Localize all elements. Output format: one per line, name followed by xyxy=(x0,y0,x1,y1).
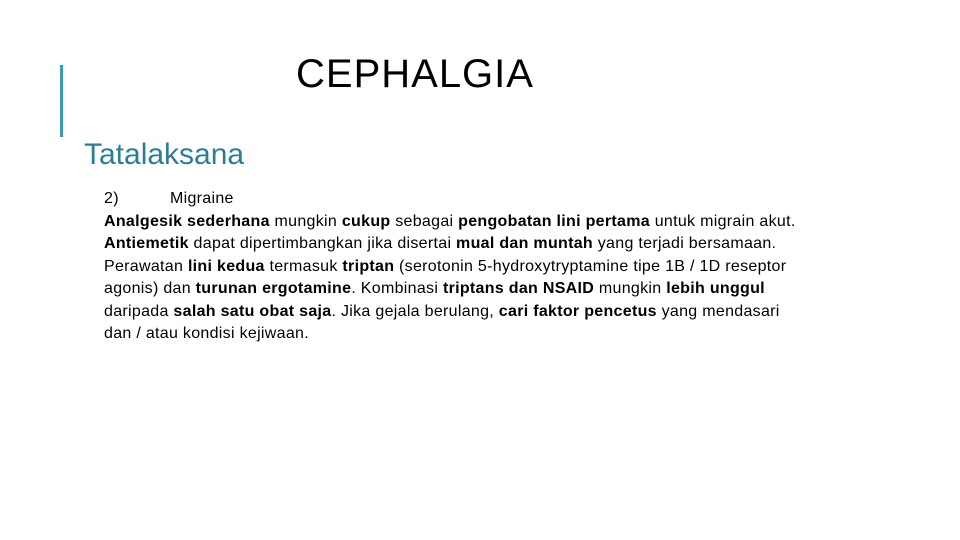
paragraph-text-segment: untuk migrain akut. xyxy=(649,212,796,230)
slide-subtitle: Tatalaksana xyxy=(84,138,245,171)
paragraph-bold-segment: pengobatan lini pertama xyxy=(458,212,650,230)
paragraph-bold-segment: salah satu obat saja xyxy=(173,302,332,320)
paragraph-text-segment: . Jika gejala berulang, xyxy=(331,302,499,320)
slide-content xyxy=(104,188,804,346)
paragraph-text-segment: termasuk xyxy=(264,257,343,275)
paragraph-bold-segment: lini kedua xyxy=(187,257,265,275)
paragraph-bold-segment: triptans dan NSAID xyxy=(442,280,595,297)
paragraph-bold-segment: lebih unggul xyxy=(666,280,765,297)
paragraph-text-segment: mungkin xyxy=(269,212,342,230)
paragraph-text-segment: yang mendasari dan / atau kondisi kejiwaan. xyxy=(104,302,780,342)
paragraph-bold-segment: triptan xyxy=(342,257,395,275)
paragraph-bold-segment: cari faktor pencetus xyxy=(498,302,657,320)
paragraph-bold-segment: Antiemetik xyxy=(104,235,189,252)
accent-bar xyxy=(60,65,63,137)
paragraph-text-segment: sebagai xyxy=(390,212,459,230)
body-paragraph xyxy=(104,211,804,346)
paragraph-bold-segment: Analgesik sederhana xyxy=(104,212,270,230)
paragraph-text-segment: mungkin xyxy=(594,280,667,297)
list-item-number: 2) xyxy=(104,190,119,207)
paragraph-text-segment: dapat dipertimbangkan jika disertai xyxy=(188,235,457,252)
paragraph-text-segment: daripada xyxy=(104,302,174,320)
paragraph-text-segment: (serotonin 5-hydroxytryptamine tipe 1B / 1D reseptor agonis) dan xyxy=(104,257,787,297)
slide-title: CEPHALGIA xyxy=(296,52,534,96)
paragraph-bold-segment: cukup xyxy=(341,212,391,230)
paragraph-text-segment: . Kombinasi xyxy=(351,280,443,297)
list-item-label: Migraine xyxy=(170,190,234,207)
list-item-heading xyxy=(104,188,804,211)
paragraph-bold-segment: turunan ergotamine xyxy=(195,280,352,297)
paragraph-text-segment: yang terjadi bersamaan. Perawatan xyxy=(104,235,777,275)
paragraph-bold-segment: mual dan muntah xyxy=(456,235,593,252)
